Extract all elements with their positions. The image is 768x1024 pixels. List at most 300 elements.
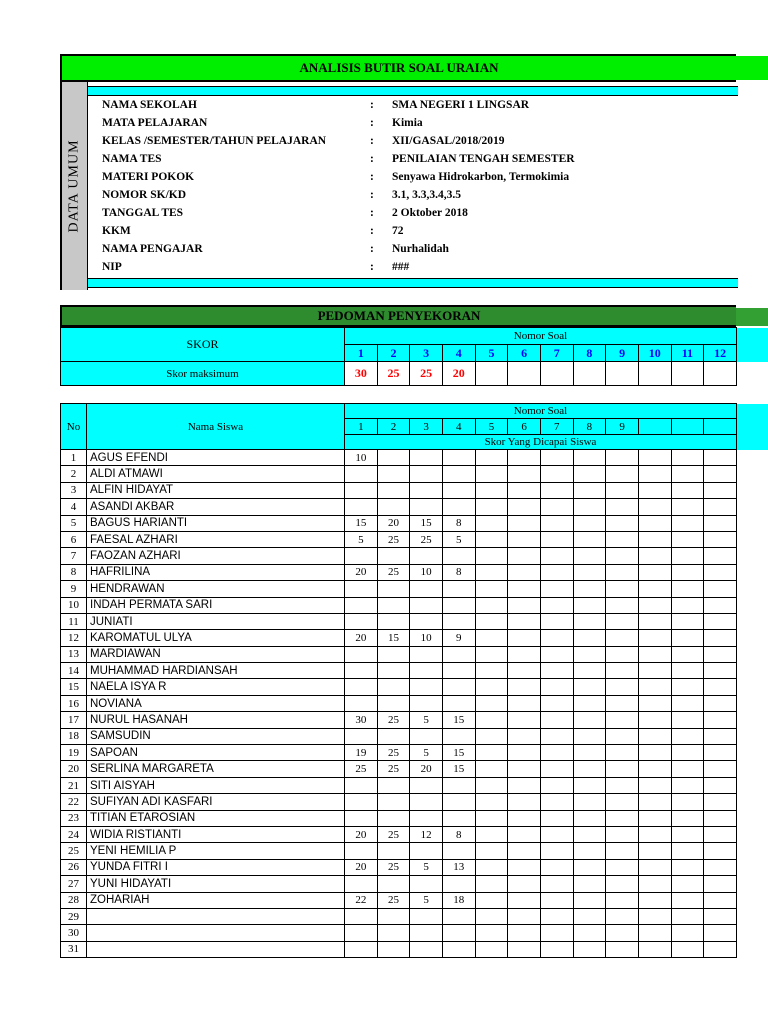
score-cell[interactable] [475,450,508,466]
score-cell[interactable] [606,466,639,482]
score-cell[interactable] [540,777,573,793]
score-cell[interactable]: 25 [377,712,410,728]
score-cell[interactable] [475,564,508,580]
score-cell[interactable] [704,810,737,826]
score-cell[interactable] [704,548,737,564]
score-cell[interactable] [377,679,410,695]
score-cell[interactable] [475,515,508,531]
score-cell[interactable] [540,597,573,613]
score-cell[interactable] [540,810,573,826]
score-cell[interactable]: 20 [345,826,378,842]
score-cell[interactable] [606,728,639,744]
score-cell[interactable] [410,876,443,892]
score-cell[interactable] [573,876,606,892]
score-cell[interactable] [671,515,704,531]
score-cell[interactable] [573,466,606,482]
score-cell[interactable] [442,450,475,466]
score-cell[interactable] [704,777,737,793]
score-cell[interactable] [704,581,737,597]
score-cell[interactable] [540,695,573,711]
score-cell[interactable] [475,646,508,662]
score-cell[interactable] [638,695,671,711]
score-cell[interactable] [638,466,671,482]
score-cell[interactable] [671,466,704,482]
score-cell[interactable] [475,859,508,875]
score-cell[interactable]: 10 [410,564,443,580]
score-cell[interactable] [638,859,671,875]
score-cell[interactable]: 25 [377,892,410,908]
score-cell[interactable] [638,941,671,957]
score-cell[interactable] [704,482,737,498]
score-cell[interactable] [671,630,704,646]
score-cell[interactable] [638,531,671,547]
score-cell[interactable] [671,695,704,711]
score-cell[interactable] [671,548,704,564]
score-cell[interactable] [410,728,443,744]
score-cell[interactable] [442,482,475,498]
max-score-cell[interactable] [638,362,671,386]
score-cell[interactable] [475,663,508,679]
score-cell[interactable]: 15 [410,515,443,531]
score-cell[interactable] [704,499,737,515]
score-cell[interactable] [606,925,639,941]
max-score-cell[interactable] [540,362,573,386]
score-cell[interactable] [475,482,508,498]
score-cell[interactable] [573,843,606,859]
score-cell[interactable] [704,613,737,629]
score-cell[interactable] [606,826,639,842]
score-cell[interactable] [475,908,508,924]
score-cell[interactable] [704,564,737,580]
score-cell[interactable] [508,581,541,597]
score-cell[interactable] [638,646,671,662]
student-name[interactable]: JUNIATI [87,613,345,629]
score-cell[interactable] [606,515,639,531]
score-cell[interactable] [410,450,443,466]
score-cell[interactable] [573,925,606,941]
max-score-cell[interactable] [704,362,737,386]
score-cell[interactable] [345,466,378,482]
score-cell[interactable] [704,941,737,957]
score-cell[interactable] [606,777,639,793]
score-cell[interactable]: 25 [377,826,410,842]
score-cell[interactable] [508,597,541,613]
score-cell[interactable] [704,597,737,613]
score-cell[interactable] [573,597,606,613]
score-cell[interactable] [442,646,475,662]
score-cell[interactable] [475,826,508,842]
score-cell[interactable] [442,876,475,892]
score-cell[interactable] [475,712,508,728]
student-name[interactable]: WIDIA RISTIANTI [87,826,345,842]
score-cell[interactable] [442,728,475,744]
student-name[interactable]: YUNDA FITRI I [87,859,345,875]
score-cell[interactable] [671,843,704,859]
score-cell[interactable] [540,679,573,695]
score-cell[interactable] [573,679,606,695]
score-cell[interactable] [704,745,737,761]
max-score-cell[interactable] [508,362,541,386]
score-cell[interactable] [475,695,508,711]
score-cell[interactable] [377,548,410,564]
score-cell[interactable] [638,548,671,564]
score-cell[interactable] [540,450,573,466]
score-cell[interactable] [704,794,737,810]
student-name[interactable]: SAMSUDIN [87,728,345,744]
score-cell[interactable] [671,597,704,613]
score-cell[interactable] [671,859,704,875]
score-cell[interactable] [442,695,475,711]
max-score-cell[interactable]: 25 [377,362,410,386]
score-cell[interactable] [638,630,671,646]
score-cell[interactable] [638,581,671,597]
score-cell[interactable] [671,925,704,941]
score-cell[interactable] [377,728,410,744]
score-cell[interactable] [573,745,606,761]
score-cell[interactable]: 13 [442,859,475,875]
score-cell[interactable] [573,646,606,662]
score-cell[interactable]: 5 [410,892,443,908]
student-name[interactable]: ZOHARIAH [87,892,345,908]
score-cell[interactable] [377,925,410,941]
score-cell[interactable] [442,548,475,564]
score-cell[interactable] [540,761,573,777]
score-cell[interactable] [704,843,737,859]
score-cell[interactable] [345,925,378,941]
score-cell[interactable] [704,876,737,892]
score-cell[interactable]: 5 [345,531,378,547]
score-cell[interactable] [704,663,737,679]
score-cell[interactable] [606,613,639,629]
score-cell[interactable] [573,761,606,777]
score-cell[interactable] [410,941,443,957]
score-cell[interactable] [508,548,541,564]
score-cell[interactable]: 15 [377,630,410,646]
score-cell[interactable]: 15 [442,712,475,728]
score-cell[interactable] [638,712,671,728]
score-cell[interactable] [704,712,737,728]
score-cell[interactable]: 20 [345,630,378,646]
score-cell[interactable] [704,646,737,662]
score-cell[interactable]: 15 [442,761,475,777]
score-cell[interactable] [540,941,573,957]
score-cell[interactable] [442,597,475,613]
max-score-cell[interactable] [475,362,508,386]
score-cell[interactable] [410,679,443,695]
score-cell[interactable] [606,597,639,613]
score-cell[interactable] [671,761,704,777]
student-name[interactable]: ALDI ATMAWI [87,466,345,482]
score-cell[interactable] [475,810,508,826]
score-cell[interactable] [377,695,410,711]
score-cell[interactable] [345,728,378,744]
score-cell[interactable] [508,646,541,662]
score-cell[interactable] [377,663,410,679]
student-name[interactable]: SITI AISYAH [87,777,345,793]
score-cell[interactable]: 5 [410,859,443,875]
score-cell[interactable] [638,908,671,924]
score-cell[interactable] [508,876,541,892]
score-cell[interactable] [704,859,737,875]
student-name[interactable]: KAROMATUL ULYA [87,630,345,646]
score-cell[interactable] [573,826,606,842]
score-cell[interactable] [540,745,573,761]
score-cell[interactable] [540,564,573,580]
score-cell[interactable] [508,826,541,842]
score-cell[interactable] [508,466,541,482]
score-cell[interactable] [638,761,671,777]
score-cell[interactable] [377,613,410,629]
score-cell[interactable] [475,843,508,859]
score-cell[interactable] [508,712,541,728]
score-cell[interactable] [606,794,639,810]
score-cell[interactable] [442,925,475,941]
score-cell[interactable] [671,794,704,810]
score-cell[interactable] [540,531,573,547]
score-cell[interactable] [573,908,606,924]
max-score-cell[interactable]: 30 [345,362,378,386]
score-cell[interactable] [508,515,541,531]
score-cell[interactable] [475,597,508,613]
score-cell[interactable]: 5 [410,712,443,728]
score-cell[interactable] [540,843,573,859]
student-name[interactable]: NURUL HASANAH [87,712,345,728]
student-name[interactable]: SERLINA MARGARETA [87,761,345,777]
score-cell[interactable] [573,548,606,564]
score-cell[interactable] [573,794,606,810]
score-cell[interactable] [508,482,541,498]
score-cell[interactable] [475,630,508,646]
score-cell[interactable] [606,941,639,957]
score-cell[interactable]: 15 [442,745,475,761]
score-cell[interactable] [671,826,704,842]
score-cell[interactable] [475,466,508,482]
score-cell[interactable] [508,663,541,679]
score-cell[interactable] [638,450,671,466]
score-cell[interactable] [704,892,737,908]
max-score-cell[interactable] [573,362,606,386]
score-cell[interactable] [442,466,475,482]
score-cell[interactable] [573,859,606,875]
score-cell[interactable] [704,630,737,646]
score-cell[interactable] [638,843,671,859]
score-cell[interactable] [671,581,704,597]
student-name[interactable]: INDAH PERMATA SARI [87,597,345,613]
score-cell[interactable] [573,663,606,679]
score-cell[interactable] [345,695,378,711]
score-cell[interactable] [410,597,443,613]
score-cell[interactable]: 8 [442,564,475,580]
score-cell[interactable] [704,515,737,531]
score-cell[interactable] [540,663,573,679]
score-cell[interactable] [508,859,541,875]
score-cell[interactable] [410,613,443,629]
student-name[interactable]: FAOZAN AZHARI [87,548,345,564]
score-cell[interactable] [540,712,573,728]
score-cell[interactable] [410,777,443,793]
score-cell[interactable] [508,679,541,695]
student-name[interactable]: BAGUS HARIANTI [87,515,345,531]
score-cell[interactable] [671,712,704,728]
score-cell[interactable] [573,564,606,580]
score-cell[interactable] [573,581,606,597]
score-cell[interactable] [345,908,378,924]
score-cell[interactable] [638,826,671,842]
student-name[interactable]: MUHAMMAD HARDIANSAH [87,663,345,679]
score-cell[interactable] [573,810,606,826]
student-name[interactable]: ALFIN HIDAYAT [87,482,345,498]
score-cell[interactable] [671,777,704,793]
score-cell[interactable] [671,876,704,892]
score-cell[interactable]: 25 [377,761,410,777]
score-cell[interactable] [540,794,573,810]
student-name[interactable] [87,908,345,924]
score-cell[interactable]: 18 [442,892,475,908]
score-cell[interactable] [540,859,573,875]
score-cell[interactable] [410,548,443,564]
score-cell[interactable] [671,613,704,629]
score-cell[interactable] [638,777,671,793]
score-cell[interactable]: 20 [410,761,443,777]
score-cell[interactable] [345,597,378,613]
score-cell[interactable]: 10 [410,630,443,646]
score-cell[interactable] [704,761,737,777]
score-cell[interactable] [606,646,639,662]
score-cell[interactable] [475,499,508,515]
score-cell[interactable] [475,941,508,957]
score-cell[interactable] [508,531,541,547]
score-cell[interactable] [475,679,508,695]
score-cell[interactable] [345,482,378,498]
score-cell[interactable]: 22 [345,892,378,908]
score-cell[interactable] [540,515,573,531]
score-cell[interactable] [704,908,737,924]
score-cell[interactable] [638,925,671,941]
score-cell[interactable] [671,728,704,744]
student-name[interactable]: TITIAN ETAROSIAN [87,810,345,826]
score-cell[interactable] [573,728,606,744]
score-cell[interactable] [540,548,573,564]
score-cell[interactable] [508,761,541,777]
score-cell[interactable]: 8 [442,826,475,842]
score-cell[interactable] [475,892,508,908]
max-score-cell[interactable] [606,362,639,386]
score-cell[interactable] [704,826,737,842]
score-cell[interactable] [508,613,541,629]
score-cell[interactable] [377,581,410,597]
score-cell[interactable] [573,515,606,531]
score-cell[interactable] [442,499,475,515]
student-name[interactable] [87,941,345,957]
score-cell[interactable] [671,679,704,695]
max-score-cell[interactable]: 20 [442,362,475,386]
score-cell[interactable] [410,843,443,859]
score-cell[interactable] [475,745,508,761]
score-cell[interactable] [442,810,475,826]
score-cell[interactable] [410,466,443,482]
score-cell[interactable] [606,859,639,875]
student-name[interactable]: HAFRILINA [87,564,345,580]
score-cell[interactable] [606,499,639,515]
score-cell[interactable] [540,499,573,515]
score-cell[interactable] [508,925,541,941]
max-score-cell[interactable]: 25 [410,362,443,386]
score-cell[interactable] [475,581,508,597]
score-cell[interactable] [638,597,671,613]
score-cell[interactable] [573,482,606,498]
score-cell[interactable] [410,663,443,679]
score-cell[interactable] [508,843,541,859]
score-cell[interactable] [606,745,639,761]
score-cell[interactable] [377,876,410,892]
student-name[interactable]: YENI HEMILIA P [87,843,345,859]
score-cell[interactable] [345,810,378,826]
score-cell[interactable]: 20 [345,564,378,580]
score-cell[interactable] [475,777,508,793]
score-cell[interactable] [573,695,606,711]
student-name[interactable]: AGUS EFENDI [87,450,345,466]
score-cell[interactable] [638,794,671,810]
score-cell[interactable] [638,663,671,679]
max-score-cell[interactable] [671,362,704,386]
score-cell[interactable] [345,679,378,695]
score-cell[interactable] [704,450,737,466]
score-cell[interactable] [410,794,443,810]
score-cell[interactable] [345,499,378,515]
score-cell[interactable] [508,695,541,711]
score-cell[interactable]: 20 [377,515,410,531]
score-cell[interactable] [573,892,606,908]
student-name[interactable]: NOVIANA [87,695,345,711]
score-cell[interactable] [638,876,671,892]
score-cell[interactable] [671,499,704,515]
score-cell[interactable] [606,810,639,826]
score-cell[interactable] [606,663,639,679]
score-cell[interactable] [704,695,737,711]
score-cell[interactable]: 10 [345,450,378,466]
score-cell[interactable] [606,548,639,564]
score-cell[interactable] [345,646,378,662]
student-name[interactable]: HENDRAWAN [87,581,345,597]
score-cell[interactable] [508,450,541,466]
score-cell[interactable] [540,876,573,892]
score-cell[interactable]: 19 [345,745,378,761]
score-cell[interactable] [704,925,737,941]
score-cell[interactable] [638,613,671,629]
student-name[interactable]: SUFIYAN ADI KASFARI [87,794,345,810]
score-cell[interactable] [508,564,541,580]
score-cell[interactable] [606,908,639,924]
score-cell[interactable] [508,810,541,826]
score-cell[interactable] [345,794,378,810]
score-cell[interactable] [442,941,475,957]
score-cell[interactable] [671,745,704,761]
score-cell[interactable] [540,892,573,908]
score-cell[interactable] [410,499,443,515]
student-name[interactable]: ASANDI AKBAR [87,499,345,515]
score-cell[interactable] [377,499,410,515]
score-cell[interactable] [377,908,410,924]
score-cell[interactable] [410,646,443,662]
score-cell[interactable] [638,728,671,744]
score-cell[interactable] [671,810,704,826]
score-cell[interactable] [638,810,671,826]
score-cell[interactable] [410,695,443,711]
score-cell[interactable] [410,908,443,924]
student-name[interactable]: FAESAL AZHARI [87,531,345,547]
score-cell[interactable] [606,892,639,908]
score-cell[interactable] [638,515,671,531]
